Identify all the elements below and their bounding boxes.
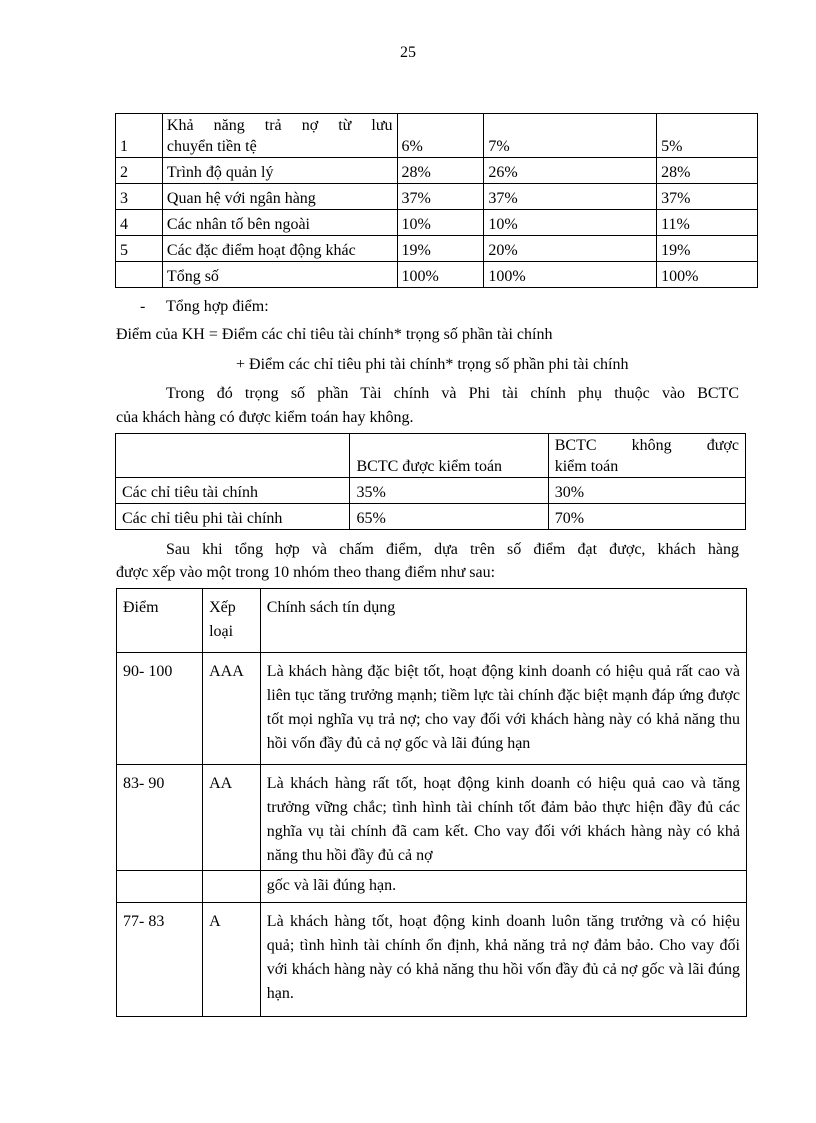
policy-cell: gốc và lãi đúng hạn. (260, 871, 746, 903)
table-row (117, 653, 747, 765)
score-cell: 77- 83 (117, 903, 203, 1017)
table-row (116, 434, 746, 478)
paragraph-line: Trong đó trọng số phần Tài chính và Phi tài chính phụ thuộc vào BCTC (166, 385, 739, 402)
formula-line: Điểm của KH = Điểm các chỉ tiêu tài chính* trọng số phần tài chính (116, 326, 553, 343)
criterion-cell: Quan hệ với ngân hàng (162, 184, 397, 210)
table-row (117, 903, 747, 1017)
criterion-cell: Trình độ quản lý (162, 158, 397, 184)
weight-cell: 100% (397, 262, 484, 288)
table-row (116, 478, 746, 504)
row-number: 2 (116, 158, 163, 184)
policy-cell: Là khách hàng rất tốt, hoạt động kinh doanh có hiệu quả cao và tăng trưởng vững chắc; tình hình tài chính tốt đảm bảo thực hiện đầy đủ các nghĩa vụ tài chính đã cam kết. Cho vay đối với khách hàng này có khả năng thu hồi đầy đủ cả nợ (260, 765, 746, 871)
weight-cell: 10% (484, 210, 657, 236)
table-row (116, 504, 746, 530)
table-row (116, 158, 758, 184)
criterion-cell: Các đặc điểm hoạt động khác (162, 236, 397, 262)
table-row (117, 871, 747, 903)
weight-cell: 35% (350, 478, 548, 504)
header-policy: Chính sách tín dụng (260, 589, 746, 653)
header-grade (203, 589, 261, 653)
weight-cell: 19% (397, 236, 484, 262)
criterion-cell: Các nhân tố bên ngoài (162, 210, 397, 236)
weight-cell: 37% (657, 184, 758, 210)
weight-cell: 6% (397, 114, 484, 158)
score-cell: 90- 100 (117, 653, 203, 765)
row-number: 5 (116, 236, 163, 262)
header-line: loại (209, 623, 234, 640)
header-score: Điểm (117, 589, 203, 653)
weight-cell: 7% (484, 114, 657, 158)
grade-cell: AA (203, 765, 261, 871)
weight-cell: 28% (397, 158, 484, 184)
audit-weight-table (115, 433, 746, 530)
weight-cell: 70% (548, 504, 745, 530)
header-audited: BCTC được kiểm toán (350, 434, 548, 478)
grade-cell: A (203, 903, 261, 1017)
weight-cell: 37% (397, 184, 484, 210)
page-number: 25 (400, 44, 416, 61)
paragraph-line: Sau khi tổng hợp và chấm điểm, dựa trên số điểm đạt được, khách hàng (166, 541, 739, 558)
weight-cell: 65% (350, 504, 548, 530)
score-cell (117, 871, 203, 903)
weight-cell: 10% (397, 210, 484, 236)
rating-table (116, 588, 747, 1017)
grade-cell (203, 871, 261, 903)
row-number: 1 (116, 114, 163, 158)
table-row (117, 589, 747, 653)
paragraph-line: được xếp vào một trong 10 nhóm theo thang điểm như sau: (116, 564, 496, 581)
weight-cell: 28% (657, 158, 758, 184)
weight-cell: 100% (657, 262, 758, 288)
weight-cell: 100% (484, 262, 657, 288)
weight-cell: 30% (548, 478, 745, 504)
weight-cell: 5% (657, 114, 758, 158)
row-number: 4 (116, 210, 163, 236)
policy-cell: Là khách hàng đặc biệt tốt, hoạt động kinh doanh có hiệu quả rất cao và liên tục tăng trưởng mạnh; tiềm lực tài chính đặc biệt mạnh đáp ứng được tốt mọi nghĩa vụ trả nợ; cho vay đối với khách hàng này có khả năng thu hồi vốn đầy đủ cả nợ gốc và lãi đúng hạn (260, 653, 746, 765)
header-line: Xếp (209, 599, 236, 616)
table-row (116, 236, 758, 262)
weight-table (115, 113, 758, 288)
row-label: Các chỉ tiêu tài chính (116, 478, 350, 504)
policy-cell: Là khách hàng tốt, hoạt động kinh doanh luôn tăng trưởng và có hiệu quả; tình hình tài chính ổn định, khả năng trả nợ đảm bảo. Cho vay đối với khách hàng này có khả năng thu hồi vốn đầy đủ cả nợ gốc và lãi đúng hạn. (260, 903, 746, 1017)
table-row (116, 210, 758, 236)
empty-header (116, 434, 350, 478)
header-unaudited (548, 434, 745, 478)
table-row (116, 184, 758, 210)
weight-cell: 37% (484, 184, 657, 210)
header-line: kiểm toán (554, 458, 619, 475)
table-row (117, 765, 747, 871)
weight-cell: 11% (657, 210, 758, 236)
weight-cell: 19% (657, 236, 758, 262)
formula-line: + Điểm các chỉ tiêu phi tài chính* trọng số phần phi tài chính (236, 356, 629, 373)
row-number: 3 (116, 184, 163, 210)
score-cell: 83- 90 (117, 765, 203, 871)
row-number (116, 262, 163, 288)
row-label: Các chỉ tiêu phi tài chính (116, 504, 350, 530)
table-row (116, 262, 758, 288)
criterion-line: chuyển tiền tệ (166, 138, 257, 155)
criterion-line: Khả năng trả nợ từ lưu (166, 117, 393, 134)
header-line: BCTC không được (554, 437, 739, 454)
summary-heading: Tổng hợp điểm: (166, 298, 269, 315)
criterion-cell (162, 114, 397, 158)
grade-cell: AAA (203, 653, 261, 765)
total-label: Tổng số (162, 262, 397, 288)
paragraph-line: của khách hàng có được kiểm toán hay không. (116, 409, 414, 426)
weight-cell: 20% (484, 236, 657, 262)
table-row (116, 114, 758, 158)
bullet-dash: - (140, 298, 146, 315)
weight-cell: 26% (484, 158, 657, 184)
